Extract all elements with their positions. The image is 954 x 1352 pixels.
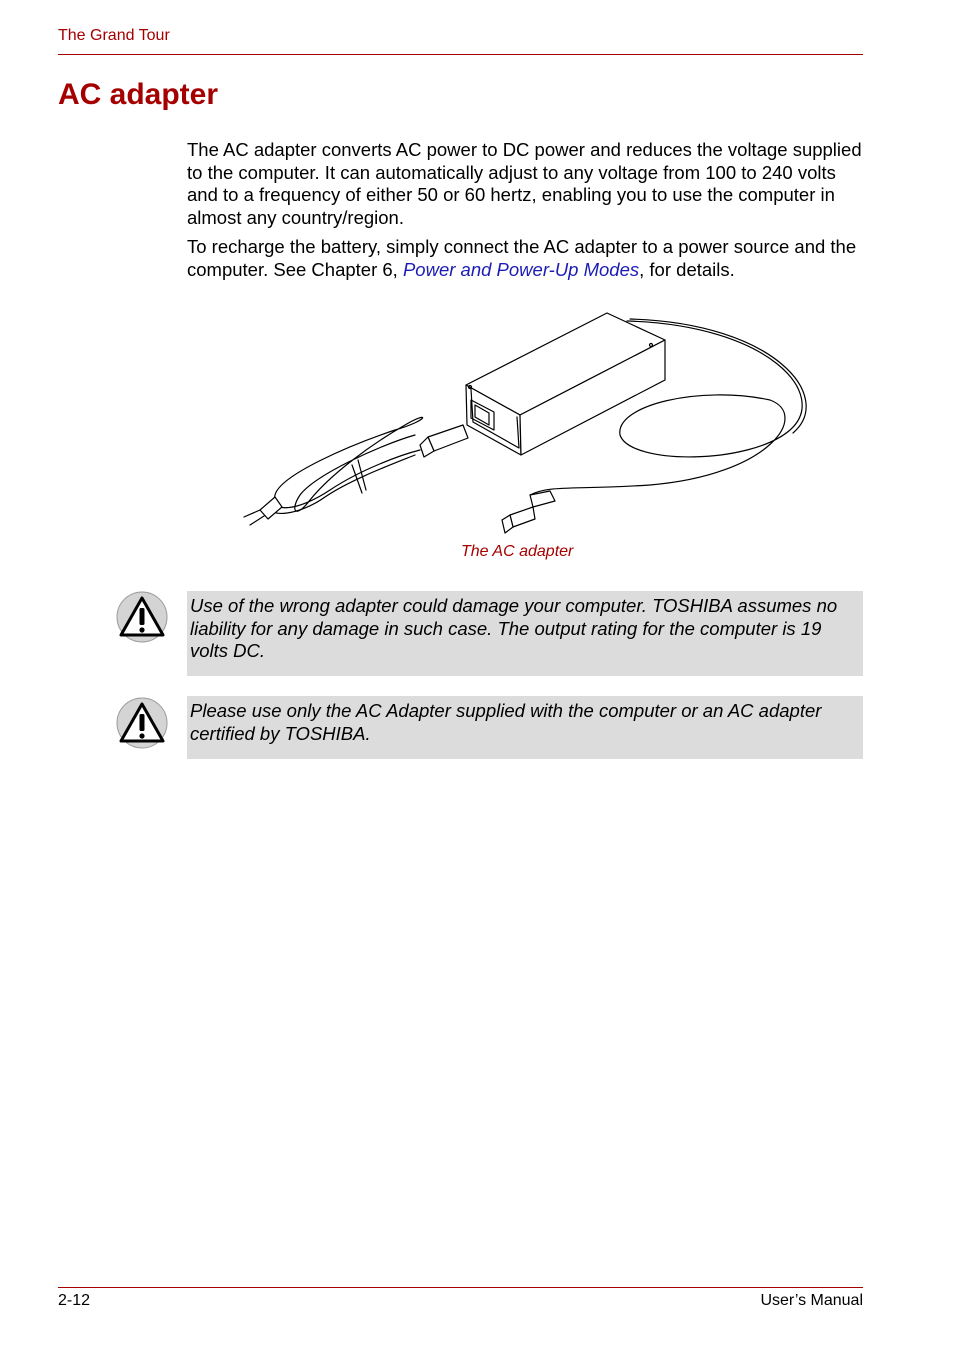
recharge-paragraph [187,236,867,281]
recharge-text-end: , for details. [639,258,735,280]
intro-paragraph: The AC adapter converts AC power to DC power and reduces the voltage supplied to the computer. It can automatically adjust to any voltage from 100 to 240 volts and to a frequency of either 50 or 60 hertz, enabling you to use the computer in almost any country/region. [187,139,862,228]
caution-note: Use of the wrong adapter could damage your computer. TOSHIBA assumes no liability for any damage in such case. The output rating for the computer is 19 volts DC. [187,591,863,676]
caution-note: Please use only the AC Adapter supplied with the computer or an AC adapter certified by TOSHIBA. [187,696,863,759]
warning-icon [116,591,168,643]
header-rule [58,54,863,55]
warning-icon [116,697,168,749]
running-header: The Grand Tour [58,27,170,44]
manual-title: User’s Manual [760,1292,863,1309]
page-title: AC adapter [58,78,219,111]
chapter-link[interactable]: Power and Power-Up Modes [402,258,640,280]
recharge-text: To recharge the battery, simply connect the AC adapter to a power source and the computer. See Chapter 6, [187,236,857,280]
figure-caption: The AC adapter [461,543,574,560]
page-number: 2-12 [58,1292,91,1309]
ac-adapter-illustration [230,305,820,545]
footer-rule [58,1287,863,1288]
